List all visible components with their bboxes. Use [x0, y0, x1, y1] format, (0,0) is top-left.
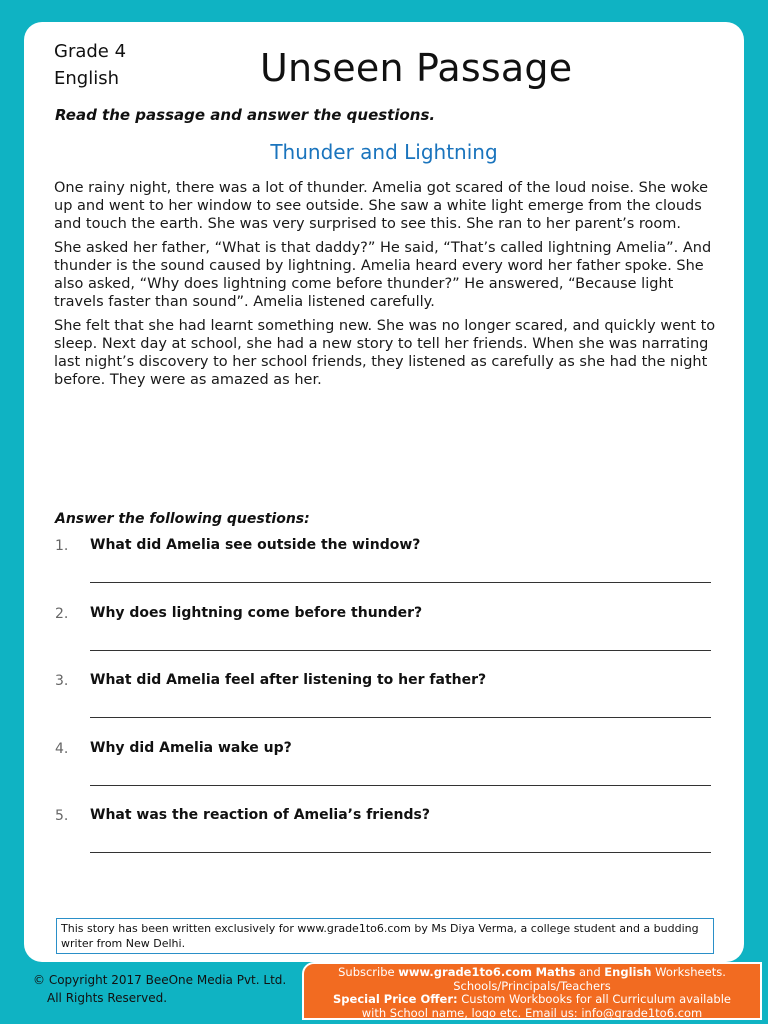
question-item: [55, 737, 715, 805]
copyright: [33, 971, 286, 1007]
question-text: What was the reaction of Amelia’s friends?: [90, 807, 430, 823]
answer-line[interactable]: [90, 582, 711, 583]
promo-line-1: [304, 966, 760, 980]
question-item: [55, 534, 715, 602]
question-number: 2.: [55, 605, 69, 622]
promo-offer-text: Custom Workbooks for all Curriculum available: [461, 992, 731, 1006]
copyright-line: © Copyright 2017 BeeOne Media Pvt. Ltd.: [33, 973, 287, 987]
question-number: 3.: [55, 673, 69, 689]
promo-line-2: Schools/Principals/Teachers: [453, 978, 611, 993]
rights-line: All Rights Reserved.: [47, 991, 168, 1005]
passage-paragraph: She felt that she had learnt something new. She was no longer scared, and quickly went to sleep. Next day at school, she had a new story to tell her friends. When she was narrating last night’s discovery to her school friends, they listened as carefully as she had the night before. They were as amazed as her.: [54, 318, 716, 388]
question-number: 1.: [55, 538, 69, 554]
passage: [54, 179, 718, 395]
story-title: Thunder and Lightning: [270, 140, 498, 164]
question-number: 5.: [55, 808, 69, 824]
page-title: Unseen Passage: [260, 46, 573, 90]
question-text: What did Amelia see outside the window?: [90, 537, 421, 553]
author-credit: This story has been written exclusively for www.grade1to6.com by Ms Diya Verma, a college student and a budding writer from New Delhi.: [56, 918, 714, 954]
promo-subscribe: Subscribe: [338, 965, 395, 979]
grade-subject-block: [54, 38, 126, 92]
question-number: 4.: [55, 740, 69, 757]
passage-paragraph: One rainy night, there was a lot of thunder. Amelia got scared of the loud noise. She woke up and went to her window to see outside. She saw a white light emerge from the clouds and touch the earth. She was very surprised to see this. She ran to her parent’s room.: [54, 180, 709, 232]
instruction-text: Read the passage and answer the questions.: [55, 106, 436, 124]
promo-worksheets: Worksheets.: [655, 965, 726, 979]
promo-maths: Maths: [535, 965, 576, 979]
passage-paragraph: She asked her father, “What is that daddy?” He said, “That’s called lightning Amelia”. And thunder is the sound caused by lightning. Amelia heard every word her father spoke. She also asked, “Why does lightning come before thunder?” He answered, “Because light travels faster than sound”. Amelia listened carefully.: [54, 240, 712, 310]
promo-banner[interactable]: [302, 962, 762, 1020]
promo-and: and: [579, 965, 601, 979]
promo-line-4: with School name, logo etc. Email us: info@grade1to6.com: [361, 1005, 703, 1020]
promo-line-3: [304, 993, 760, 1007]
question-item: [55, 804, 715, 872]
questions-heading: Answer the following questions:: [55, 511, 310, 527]
question-text: Why did Amelia wake up?: [90, 739, 292, 756]
answer-line[interactable]: [90, 852, 711, 853]
answer-line[interactable]: [90, 785, 711, 786]
question-list: [55, 534, 715, 872]
promo-offer-label: Special Price Offer:: [333, 992, 458, 1006]
grade-label: Grade 4: [54, 41, 127, 62]
answer-line[interactable]: [90, 650, 711, 651]
answer-line[interactable]: [90, 717, 711, 718]
worksheet-page: [24, 22, 744, 962]
promo-english: English: [604, 965, 652, 979]
question-item: [55, 602, 715, 670]
promo-site-link[interactable]: www.grade1to6.com: [398, 965, 532, 979]
question-text: What did Amelia feel after listening to her father?: [90, 672, 487, 688]
subject-label: English: [54, 68, 119, 89]
question-text: Why does lightning come before thunder?: [90, 604, 423, 621]
question-item: [55, 669, 715, 737]
